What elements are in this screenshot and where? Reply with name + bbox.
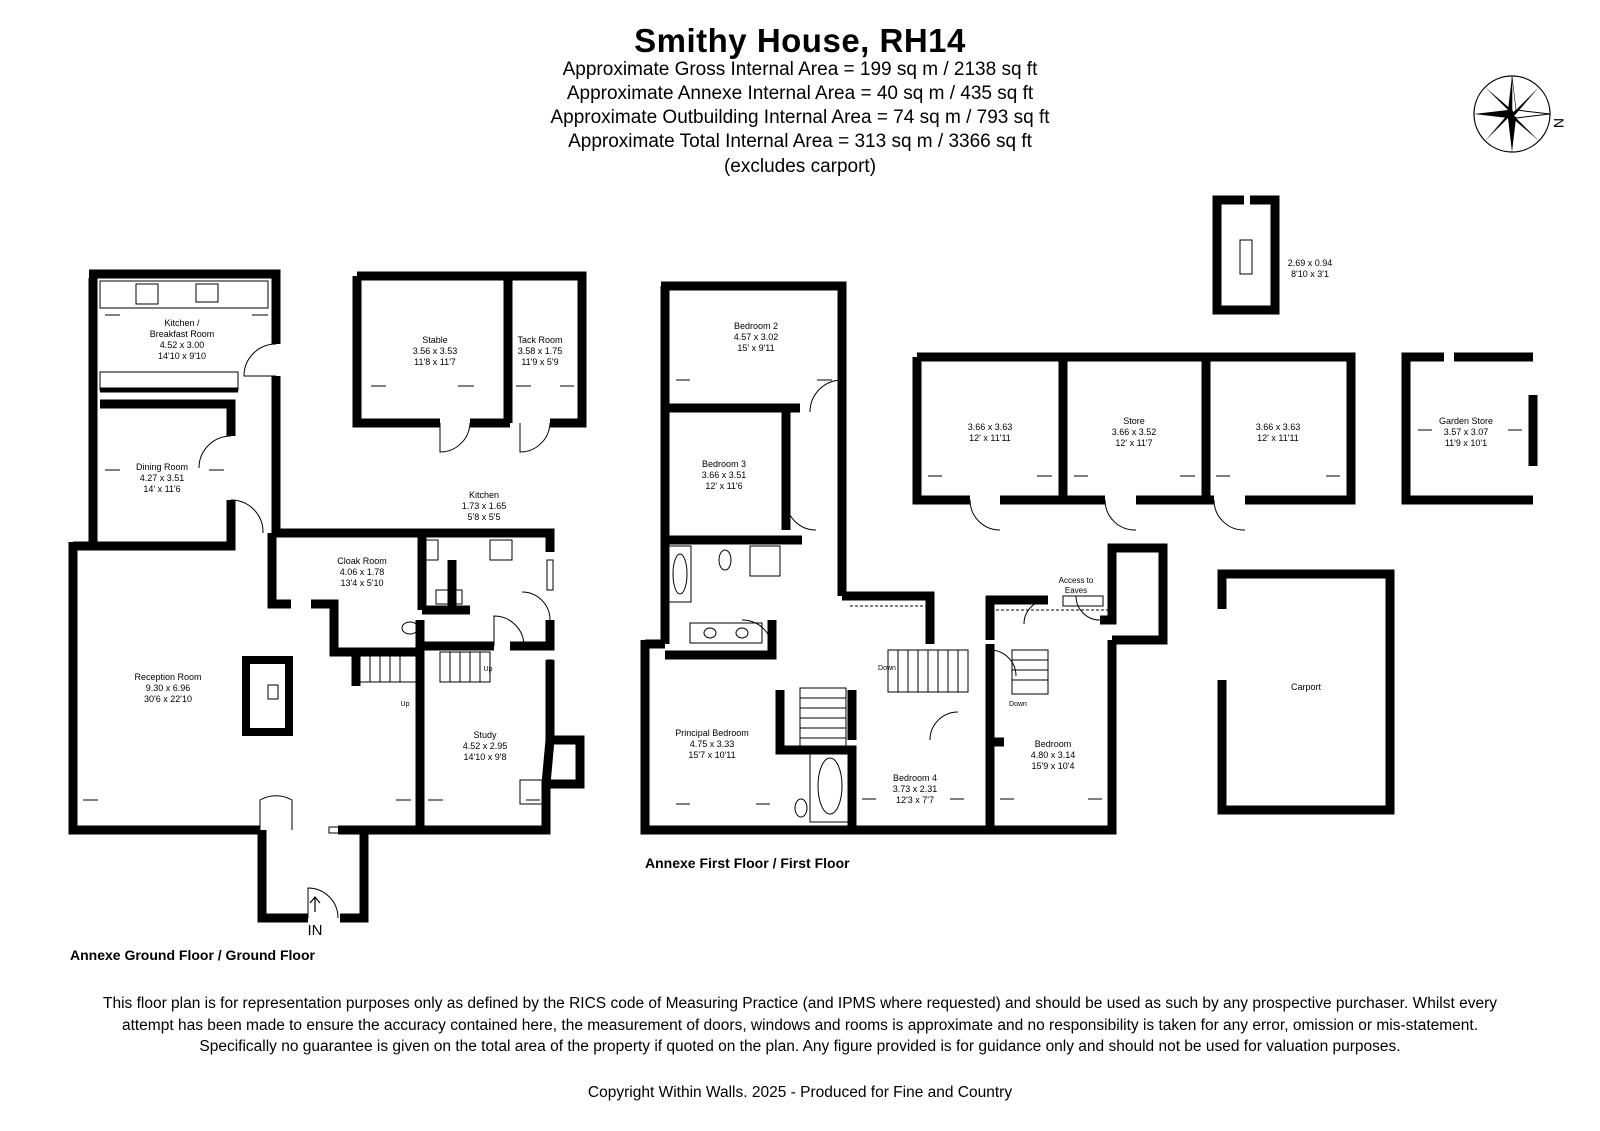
bedroom-2-name: Bedroom 2 bbox=[733, 321, 779, 331]
principal-bedroom-metric: 4.75 x 3.33 bbox=[689, 739, 735, 749]
kitchen-metric: 1.73 x 1.65 bbox=[461, 501, 507, 511]
total-area: Approximate Total Internal Area = 313 sq m / 3366 sq ft bbox=[568, 131, 1032, 152]
study-metric: 4.52 x 2.95 bbox=[462, 741, 508, 751]
area-note: (excludes carport) bbox=[723, 156, 877, 177]
outbuilding-left-imperial: 12' x 11'11 bbox=[969, 433, 1011, 443]
bedroom-name: Bedroom bbox=[1034, 739, 1072, 749]
entrance-label: IN bbox=[307, 922, 323, 939]
garden-store-imperial: 11'9 x 10'1 bbox=[1444, 438, 1488, 448]
tack-room-imperial: 11'9 x 5'9 bbox=[521, 357, 559, 367]
stairs-up-label-1: Up bbox=[400, 701, 410, 708]
bedroom-4-metric: 3.73 x 2.31 bbox=[892, 784, 938, 794]
stairs-down-label-1: Down bbox=[878, 665, 896, 672]
dining-room-imperial: 14' x 11'6 bbox=[143, 484, 181, 494]
windows bbox=[70, 271, 1488, 895]
bedroom-3-metric: 3.66 x 3.51 bbox=[701, 470, 747, 480]
ground-floor-label: Annexe Ground Floor / Ground Floor bbox=[70, 947, 315, 963]
entrance-arrow-icon bbox=[310, 897, 320, 912]
kitchen-breakfast-name-1: Kitchen / bbox=[164, 318, 200, 328]
bedroom-3-name: Bedroom 3 bbox=[701, 459, 747, 469]
dining-room-metric: 4.27 x 3.51 bbox=[139, 473, 185, 483]
outbuilding-walls bbox=[917, 200, 1533, 810]
kitchen-breakfast-metric: 4.52 x 3.00 bbox=[159, 340, 205, 350]
dining-room-name: Dining Room bbox=[135, 462, 189, 472]
dimension-arrows bbox=[83, 315, 1522, 804]
ground-floor-walls bbox=[73, 274, 582, 918]
first-floor-label: Annexe First Floor / First Floor bbox=[645, 855, 850, 871]
cloak-room-imperial: 13'4 x 5'10 bbox=[340, 578, 384, 588]
garden-store-name: Garden Store bbox=[1438, 416, 1494, 426]
bedroom-4-name: Bedroom 4 bbox=[892, 773, 938, 783]
garden-store-metric: 3.57 x 3.07 bbox=[1443, 427, 1489, 437]
small-store-imperial: 8'10 x 3'1 bbox=[1291, 269, 1329, 279]
principal-bedroom-name: Principal Bedroom bbox=[675, 728, 749, 738]
bedroom-2-metric: 4.57 x 3.02 bbox=[733, 332, 779, 342]
gross-area: Approximate Gross Internal Area = 199 sq m / 2138 sq ft bbox=[562, 59, 1038, 80]
stable-metric: 3.56 x 3.53 bbox=[412, 346, 458, 356]
store-name: Store bbox=[1123, 416, 1145, 426]
outbuilding-right-imperial: 12' x 11'11 bbox=[1257, 433, 1299, 443]
bedroom-metric: 4.80 x 3.14 bbox=[1030, 750, 1076, 760]
kitchen-name: Kitchen bbox=[468, 490, 500, 500]
plan-title: Smithy House, RH14 bbox=[634, 22, 966, 59]
compass-north-label: N bbox=[1551, 118, 1567, 129]
reception-room-metric: 9.30 x 6.96 bbox=[145, 683, 191, 693]
study-imperial: 14'10 x 9'8 bbox=[463, 752, 507, 762]
store-imperial: 12' x 11'7 bbox=[1115, 438, 1153, 448]
kitchen-breakfast-imperial: 14'10 x 9'10 bbox=[158, 351, 206, 361]
bedroom-imperial: 15'9 x 10'4 bbox=[1031, 761, 1075, 771]
principal-bedroom-imperial: 15'7 x 10'11 bbox=[688, 750, 736, 760]
study-name: Study bbox=[473, 730, 497, 740]
stable-name: Stable bbox=[422, 335, 448, 345]
cloak-room-name: Cloak Room bbox=[337, 556, 387, 566]
small-store-metric: 2.69 x 0.94 bbox=[1287, 258, 1333, 268]
annexe-area: Approximate Annexe Internal Area = 40 sq m / 435 sq ft bbox=[566, 83, 1034, 104]
stairs-up-label-2: Up bbox=[483, 666, 493, 673]
outbuilding-left-metric: 3.66 x 3.63 bbox=[967, 422, 1013, 432]
eaves-access-line-2: Eaves bbox=[1064, 586, 1088, 595]
eaves-access-line-1: Access to bbox=[1058, 576, 1094, 585]
cloak-room-metric: 4.06 x 1.78 bbox=[339, 567, 385, 577]
tack-room-metric: 3.58 x 1.75 bbox=[517, 346, 563, 356]
bedroom-2-imperial: 15' x 9'11 bbox=[737, 343, 775, 353]
disclaimer-text: This floor plan is for representation purposes only as defined by the RICS code of Measuring Practice (and IPMS where requested) and should be used as such by any prospective purchaser. Whilst every attempt has been made to ensure the accuracy contained here, the measurement of doors, windows and rooms is approximate and no responsibility is taken for any error, omission or mis-statement. Specifically no guarantee is given on the total area of the property if quoted on the plan. Any figure provided is for guidance only and should not be used for valuation purposes. bbox=[102, 995, 1498, 1055]
outbuilding-right-metric: 3.66 x 3.63 bbox=[1255, 422, 1301, 432]
tack-room-name: Tack Room bbox=[517, 335, 563, 345]
store-metric: 3.66 x 3.52 bbox=[1111, 427, 1157, 437]
stable-imperial: 11'8 x 11'7 bbox=[414, 357, 456, 367]
stairs-down-label-2: Down bbox=[1009, 701, 1027, 708]
kitchen-breakfast-name-2: Breakfast Room bbox=[149, 329, 215, 339]
outbuilding-area: Approximate Outbuilding Internal Area = 74 sq m / 793 sq ft bbox=[550, 107, 1050, 128]
reception-room-name: Reception Room bbox=[134, 672, 202, 682]
bedroom-4-imperial: 12'3 x 7'7 bbox=[896, 795, 934, 805]
copyright-text: Copyright Within Walls. 2025 - Produced for Fine and Country bbox=[587, 1084, 1013, 1101]
kitchen-imperial: 5'8 x 5'5 bbox=[467, 512, 501, 522]
bedroom-3-imperial: 12' x 11'6 bbox=[705, 481, 743, 491]
reception-room-imperial: 30'6 x 22'10 bbox=[144, 694, 192, 704]
carport-name: Carport bbox=[1290, 682, 1322, 692]
